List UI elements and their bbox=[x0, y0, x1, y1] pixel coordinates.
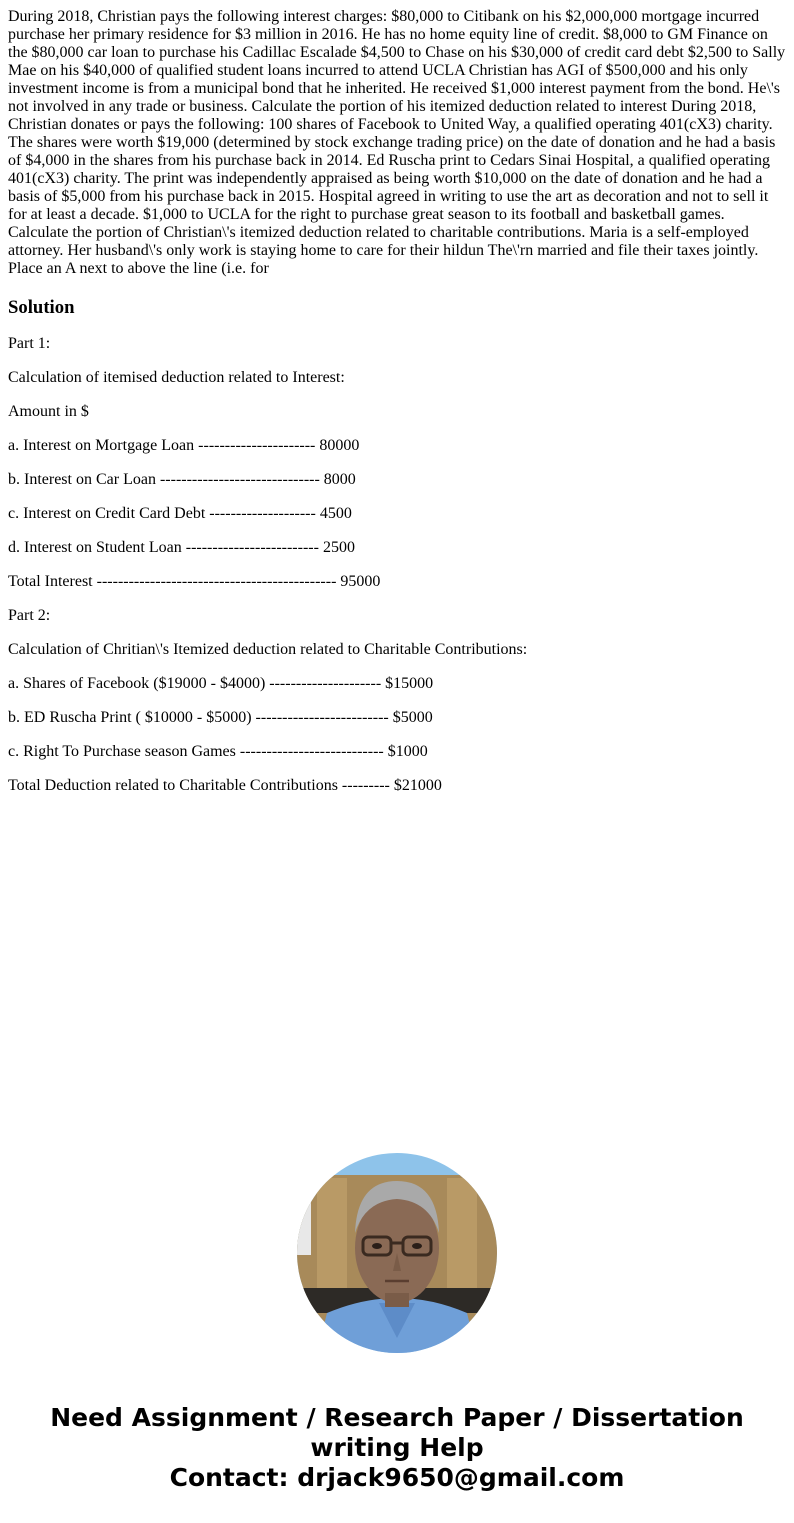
solution-heading: Solution bbox=[8, 297, 75, 318]
contact-banner bbox=[0, 1403, 794, 1493]
banner-line-2: writing Help bbox=[310, 1433, 484, 1462]
charity-line-facebook: a. Shares of Facebook ($19000 - $4000) --------------------- $15000 bbox=[8, 675, 434, 692]
charity-line-print: b. ED Ruscha Print ( $10000 - $5000) ------------------------- $5000 bbox=[8, 709, 433, 726]
interest-line-student: d. Interest on Student Loan ------------------------- 2500 bbox=[8, 539, 355, 556]
part1-label: Part 1: bbox=[8, 335, 51, 352]
contact-email: Contact: drjack9650@gmail.com bbox=[169, 1463, 625, 1492]
part2-title: Calculation of Chritian\'s Itemized deduction related to Charitable Contributions: bbox=[8, 641, 528, 658]
solution-body bbox=[8, 335, 786, 795]
interest-total: Total Interest --------------------------------------------- 95000 bbox=[8, 573, 381, 590]
interest-line-credit-card: c. Interest on Credit Card Debt -------------------- 4500 bbox=[8, 505, 352, 522]
avatar bbox=[297, 1153, 497, 1353]
charity-total: Total Deduction related to Charitable Contributions --------- $21000 bbox=[8, 777, 442, 794]
amount-unit: Amount in $ bbox=[8, 403, 89, 420]
part1-title: Calculation of itemised deduction related to Interest: bbox=[8, 369, 345, 386]
part2-label: Part 2: bbox=[8, 607, 51, 624]
charity-line-season-games: c. Right To Purchase season Games --------------------------- $1000 bbox=[8, 743, 428, 760]
interest-line-car: b. Interest on Car Loan ------------------------------ 8000 bbox=[8, 471, 356, 488]
portrait-photo-icon bbox=[297, 1153, 497, 1353]
question-text: During 2018, Christian pays the following interest charges: $80,000 to Citibank on his $2,000,000 mortgage incurred purchase her primary residence for $3 million in 2016. He has no home equity line of credit. $8,000 to GM Finance on the $80,000 car loan to purchase his Cadillac Escalade $4,500 to Chase on his $30,000 of credit card debt $2,500 to Sally Mae on his $40,000 of qualified student loans incurred to attend UCLA Christian has AGI of $500,000 and his only investment income is from a municipal bond that he inherited. He received $1,000 interest payment from the bond. He\'s not involved in any trade or business. Calculate the portion of his itemized deduction related to interest During 2018, Christian donates or pays the following: 100 shares of Facebook to United Way, a qualified operating 401(cX3) charity. The shares were worth $19,000 (determined by stock exchange trading price) on the date of donation and he had a basis of $4,000 in the shares from his purchase back in 2014. Ed Ruscha print to Cedars Sinai Hospital, a qualified operating 401(cX3) charity. The print was independently appraised as being worth $10,000 on the date of donation and he had a basis of $5,000 from his purchase back in 2015. Hospital agreed in writing to use the art as decoration and not to sell it for at least a decade. $1,000 to UCLA for the right to purchase great season to its football and basketball games. Calculate the portion of Christian\'s itemized deduction related to charitable contributions. Maria is a self-employed attorney. Her husband\'s only work is staying home to care for their hildun The\'rn married and file their taxes jointly. Place an A next to above the line (i.e. for bbox=[8, 8, 786, 277]
interest-line-mortgage: a. Interest on Mortgage Loan ---------------------- 80000 bbox=[8, 437, 360, 454]
banner-line-1: Need Assignment / Research Paper / Dissertation bbox=[50, 1403, 744, 1432]
